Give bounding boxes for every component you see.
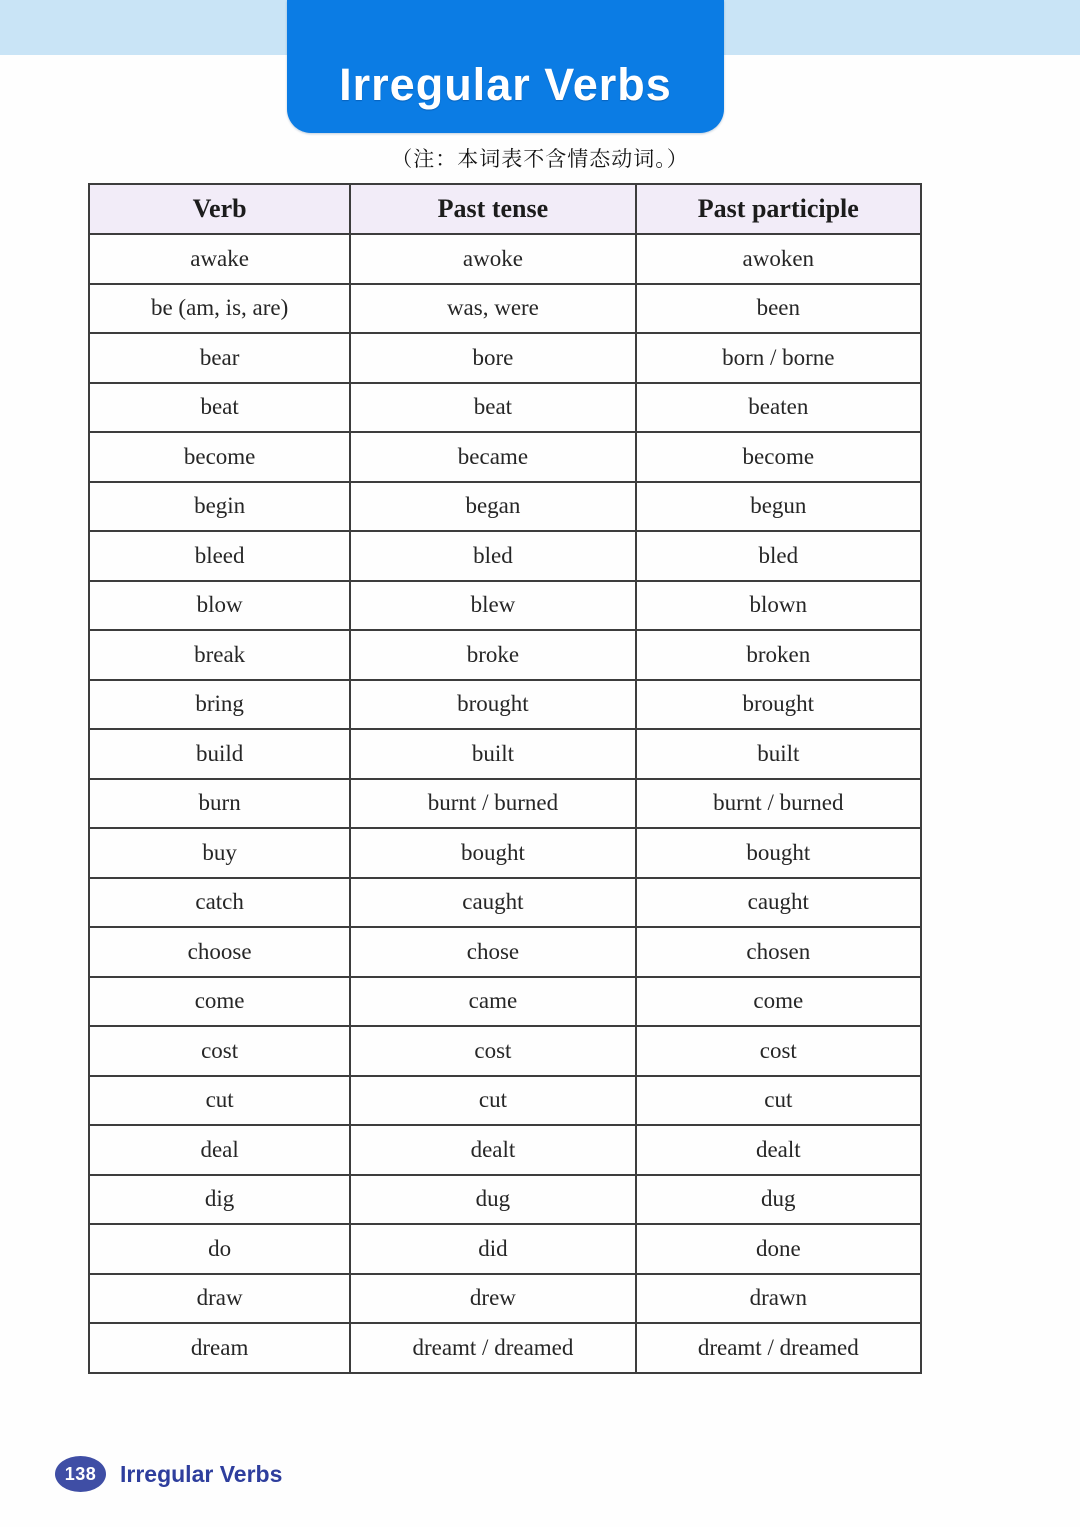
- table-cell: come: [636, 977, 921, 1027]
- table-header-row: [89, 184, 921, 234]
- table-cell: did: [350, 1224, 635, 1274]
- table-cell: built: [350, 729, 635, 779]
- table-cell: chose: [350, 927, 635, 977]
- table-row: [89, 432, 921, 482]
- table-row: [89, 630, 921, 680]
- table-cell: beaten: [636, 383, 921, 433]
- table-cell: awoken: [636, 234, 921, 284]
- table-cell: been: [636, 284, 921, 334]
- table-cell: bear: [89, 333, 350, 383]
- table-row: [89, 284, 921, 334]
- table-cell: bring: [89, 680, 350, 730]
- table-cell: begin: [89, 482, 350, 532]
- table-cell: chosen: [636, 927, 921, 977]
- table-cell: bore: [350, 333, 635, 383]
- table-cell: bled: [350, 531, 635, 581]
- footer-section-label: Irregular Verbs: [120, 1460, 283, 1487]
- note-text: （注：本词表不含情态动词。）: [391, 148, 689, 171]
- table-cell: dream: [89, 1323, 350, 1373]
- table-row: [89, 531, 921, 581]
- table-cell: bleed: [89, 531, 350, 581]
- table-cell: burn: [89, 779, 350, 829]
- irregular-verbs-table: [88, 183, 922, 1374]
- page-footer: [55, 1455, 282, 1493]
- table-cell: blow: [89, 581, 350, 631]
- table-row: [89, 779, 921, 829]
- table-row: [89, 234, 921, 284]
- table-cell: caught: [350, 878, 635, 928]
- column-header: Past participle: [636, 184, 921, 234]
- table-row: [89, 1323, 921, 1373]
- table-cell: bought: [636, 828, 921, 878]
- table-cell: was, were: [350, 284, 635, 334]
- table-cell: break: [89, 630, 350, 680]
- table-cell: bled: [636, 531, 921, 581]
- page-number-badge: 138: [55, 1456, 106, 1492]
- table-cell: dug: [350, 1175, 635, 1225]
- table-row: [89, 927, 921, 977]
- table-cell: catch: [89, 878, 350, 928]
- table-cell: beat: [89, 383, 350, 433]
- table-cell: burnt / burned: [636, 779, 921, 829]
- table-cell: burnt / burned: [350, 779, 635, 829]
- table-cell: became: [350, 432, 635, 482]
- table-cell: done: [636, 1224, 921, 1274]
- table-row: [89, 482, 921, 532]
- table-row: [89, 1224, 921, 1274]
- table-cell: bought: [350, 828, 635, 878]
- table-cell: awoke: [350, 234, 635, 284]
- table-cell: came: [350, 977, 635, 1027]
- table-cell: blown: [636, 581, 921, 631]
- table-cell: build: [89, 729, 350, 779]
- table-cell: cost: [350, 1026, 635, 1076]
- table-row: [89, 1076, 921, 1126]
- table-cell: draw: [89, 1274, 350, 1324]
- table-cell: dreamt / dreamed: [636, 1323, 921, 1373]
- table-row: [89, 828, 921, 878]
- table-cell: cost: [89, 1026, 350, 1076]
- table-cell: cut: [350, 1076, 635, 1126]
- table-cell: began: [350, 482, 635, 532]
- table-cell: cut: [636, 1076, 921, 1126]
- table-row: [89, 680, 921, 730]
- table-row: [89, 383, 921, 433]
- table-cell: built: [636, 729, 921, 779]
- table-cell: caught: [636, 878, 921, 928]
- table-cell: cost: [636, 1026, 921, 1076]
- table-row: [89, 977, 921, 1027]
- page-title: Irregular Verbs: [339, 59, 672, 110]
- table-cell: begun: [636, 482, 921, 532]
- table-cell: buy: [89, 828, 350, 878]
- table-cell: broken: [636, 630, 921, 680]
- table-cell: do: [89, 1224, 350, 1274]
- table-body: [89, 234, 921, 1373]
- table-row: [89, 1175, 921, 1225]
- table-row: [89, 1026, 921, 1076]
- table-cell: come: [89, 977, 350, 1027]
- table-cell: become: [636, 432, 921, 482]
- table-row: [89, 1274, 921, 1324]
- table-row: [89, 729, 921, 779]
- table-cell: dug: [636, 1175, 921, 1225]
- table-cell: be (am, is, are): [89, 284, 350, 334]
- column-header: Past tense: [350, 184, 635, 234]
- table-cell: dealt: [350, 1125, 635, 1175]
- table-cell: awake: [89, 234, 350, 284]
- table-cell: broke: [350, 630, 635, 680]
- table-row: [89, 878, 921, 928]
- table-cell: dig: [89, 1175, 350, 1225]
- table-cell: blew: [350, 581, 635, 631]
- table-cell: become: [89, 432, 350, 482]
- table-cell: dealt: [636, 1125, 921, 1175]
- table-cell: choose: [89, 927, 350, 977]
- table-cell: brought: [636, 680, 921, 730]
- table-cell: dreamt / dreamed: [350, 1323, 635, 1373]
- table-cell: brought: [350, 680, 635, 730]
- table-cell: drew: [350, 1274, 635, 1324]
- table-cell: deal: [89, 1125, 350, 1175]
- table-cell: drawn: [636, 1274, 921, 1324]
- table-cell: cut: [89, 1076, 350, 1126]
- table-row: [89, 1125, 921, 1175]
- table-header-row: [89, 184, 921, 234]
- table-row: [89, 581, 921, 631]
- table-cell: born / borne: [636, 333, 921, 383]
- page-title-banner: [287, 0, 724, 133]
- column-header: Verb: [89, 184, 350, 234]
- table-cell: beat: [350, 383, 635, 433]
- table-row: [89, 333, 921, 383]
